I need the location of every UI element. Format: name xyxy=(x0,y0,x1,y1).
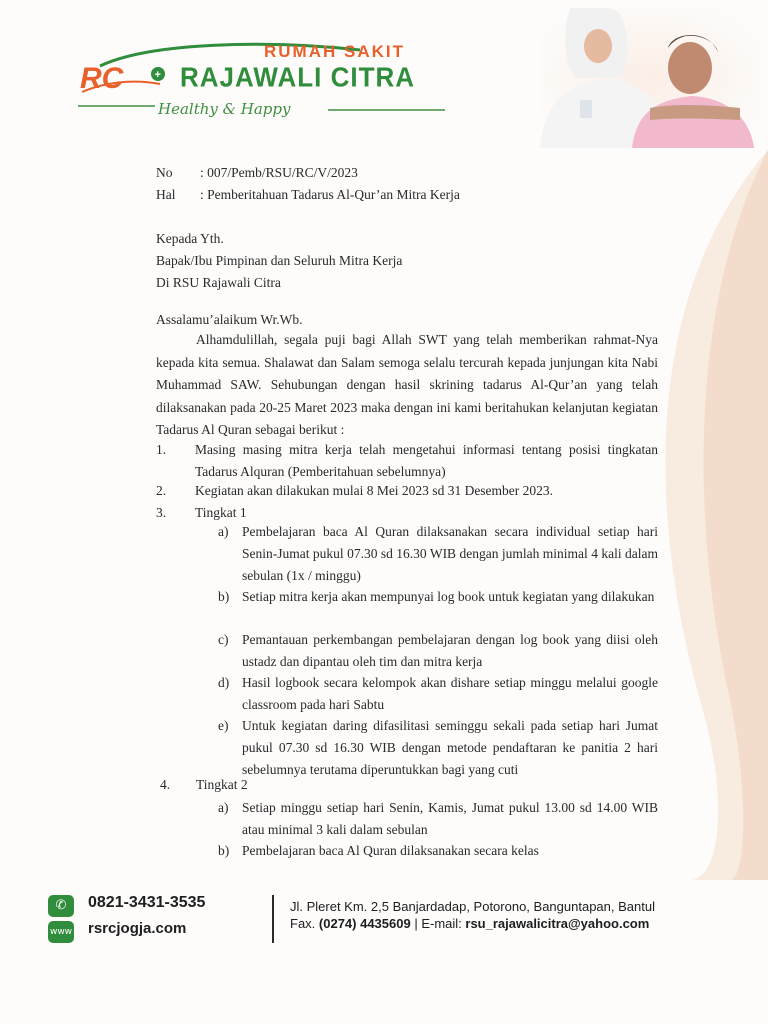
sub-list-letter: a) xyxy=(218,800,229,815)
sub-list-letter: a) xyxy=(218,524,229,539)
sub-list-letter: b) xyxy=(218,589,230,604)
addressee-line-2: Bapak/Ibu Pimpinan dan Seluruh Mitra Kerja xyxy=(156,253,403,268)
list-item-number: 3. xyxy=(156,505,167,520)
footer-website: rsrcjogja.com xyxy=(88,920,187,937)
nurse-with-elderly-woman-photo xyxy=(540,8,760,148)
greeting: Assalamu’alaikum Wr.Wb. xyxy=(156,312,303,327)
meta-number-value: : 007/Pemb/RSU/RC/V/2023 xyxy=(200,165,358,180)
svg-text:+: + xyxy=(154,69,161,81)
list-item-text: Tingkat 1 xyxy=(195,505,247,520)
list-item-number: 4. xyxy=(160,777,171,792)
sub-list-letter: d) xyxy=(218,675,230,690)
sub-list-text: Pembelajaran baca Al Quran dilaksanakan secara individual setiap hari Senin-Jumat pukul 07.30 sd 16.30 WIB dengan jumlah minimal 4 kali dalam sebulan (1x / minggu) xyxy=(242,524,658,583)
whatsapp-icon: ✆ xyxy=(48,895,74,917)
hospital-logo xyxy=(60,40,460,130)
email-prefix: | E-mail: xyxy=(410,916,466,931)
meta-subject-row xyxy=(156,184,460,206)
meta-number-row xyxy=(156,162,460,184)
addressee-block xyxy=(156,228,402,294)
fax-prefix: Fax. xyxy=(290,916,319,931)
sub-list-text: Setiap minggu setiap hari Senin, Kamis, Jumat pukul 13.00 sd 14.00 WIB atau minimal 3 kali dalam sebulan xyxy=(242,800,658,837)
sub-list-letter: b) xyxy=(218,843,230,858)
hospital-type: RUMAH SAKIT xyxy=(264,42,405,61)
footer-contact-line xyxy=(290,916,649,931)
letterhead-footer xyxy=(0,885,768,955)
footer-phone: 0821-3431-3535 xyxy=(88,894,206,911)
addressee-line-3: Di RSU Rajawali Citra xyxy=(156,275,281,290)
fax-number: (0274) 4435609 xyxy=(318,916,411,931)
sub-list-letter: e) xyxy=(218,718,229,733)
list-item-text: Masing masing mitra kerja telah mengetahui informasi tentang posisi tingkatan Tadarus Alquran (Pemberitahuan sebelumnya) xyxy=(195,442,658,479)
hospital-name: RAJAWALI CITRA xyxy=(180,61,415,93)
sub-list-letter: c) xyxy=(218,632,229,647)
opening-paragraph: Alhamdulillah, segala puji bagi Allah SWT yang telah memberikan rahmat-Nya kepada kita semua. Shalawat dan Salam semoga selalu tercurah kepada junjungan kita Nabi Muhammad SAW. Sehubungan dengan hasil skrining tadarus Al-Qur’an yang telah dilaksanakan pada 20-25 Maret 2023 maka dengan ini kami beritahukan kelanjutan kegiatan Tadarus Al Quran sebagai berikut : xyxy=(156,332,658,437)
email-address: rsu_rajawalicitra@yahoo.com xyxy=(465,916,650,931)
meta-subject-label: Hal xyxy=(156,187,176,202)
meta-number-label: No xyxy=(156,165,173,180)
sub-list-text: Untuk kegiatan daring difasilitasi seminggu sekali pada setiap hari Jumat pukul 07.30 sd 16.30 WIB dengan metode pendaftaran ke panitia 2 hari sebelumnya terutama diperuntukkan bagi yang cuti xyxy=(242,718,658,777)
meta-subject-value: : Pemberitahuan Tadarus Al-Qur’an Mitra Kerja xyxy=(200,187,460,202)
list-item-text: Tingkat 2 xyxy=(196,777,248,792)
sub-list-text: Hasil logbook secara kelompok akan dishare setiap minggu melalui google classroom pada hari Sabtu xyxy=(242,675,658,712)
footer-divider xyxy=(272,895,274,943)
letter-meta xyxy=(156,162,460,206)
list-item-number: 2. xyxy=(156,483,167,498)
tagline: Healthy & Happy xyxy=(158,100,291,118)
logo-mark: RC xyxy=(80,62,124,95)
addressee-line-1: Kepada Yth. xyxy=(156,231,224,246)
sub-list-text: Pembelajaran baca Al Quran dilaksanakan secara kelas xyxy=(242,843,539,858)
list-item-text: Kegiatan akan dilakukan mulai 8 Mei 2023 sd 31 Desember 2023. xyxy=(195,483,554,498)
list-item-number: 1. xyxy=(156,442,167,457)
sub-list-text: Setiap mitra kerja akan mempunyai log book untuk kegiatan yang dilakukan xyxy=(242,589,655,604)
footer-address: Jl. Pleret Km. 2,5 Banjardadap, Potorono, Banguntapan, Bantul xyxy=(290,899,655,914)
sub-list-text: Pemantauan perkembangan pembelajaran dengan log book yang diisi oleh ustadz dan dipantau oleh tim dan mitra kerja xyxy=(242,632,658,669)
globe-www-icon: www xyxy=(48,921,74,943)
